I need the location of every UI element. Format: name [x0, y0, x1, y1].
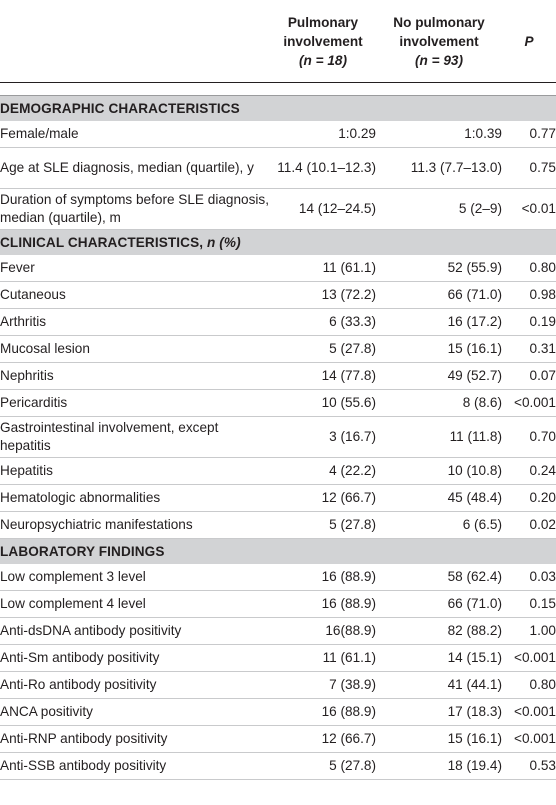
header-characteristic — [0, 0, 270, 83]
row-label: Cutaneous — [0, 282, 270, 309]
table-row — [0, 699, 556, 726]
no-pulmonary-value: 11.3 (7.7–13.0) — [376, 148, 502, 189]
pulmonary-value: 5 (27.8) — [270, 512, 376, 539]
row-label: Fever — [0, 255, 270, 282]
row-label: ANCA positivity — [0, 699, 270, 726]
section-title — [0, 230, 556, 256]
p-value: 0.53 — [502, 753, 556, 780]
no-pulmonary-value: 17 (18.3) — [376, 699, 502, 726]
section-title-suffix: n (%) — [207, 235, 241, 250]
no-pulmonary-value: 15 (16.1) — [376, 336, 502, 363]
header-p-value: P — [502, 0, 556, 83]
table-row — [0, 282, 556, 309]
row-label: Nephritis — [0, 363, 270, 390]
row-label: Anti-Sm antibody positivity — [0, 645, 270, 672]
p-value: 0.20 — [502, 485, 556, 512]
p-value: 0.70 — [502, 417, 556, 458]
header-no-pulmonary-line2: involvement — [399, 33, 479, 49]
pulmonary-value: 16(88.9) — [270, 618, 376, 645]
p-value: 1.00 — [502, 618, 556, 645]
table-row — [0, 336, 556, 363]
pulmonary-value: 10 (55.6) — [270, 390, 376, 417]
row-label: Low complement 3 level — [0, 564, 270, 591]
table-row — [0, 618, 556, 645]
pulmonary-value: 16 (88.9) — [270, 591, 376, 618]
table-row — [0, 591, 556, 618]
header-no-pulmonary-n: (n = 93) — [415, 52, 463, 68]
no-pulmonary-value: 6 (6.5) — [376, 512, 502, 539]
table-row — [0, 148, 556, 189]
section-title-text: LABORATORY FINDINGS — [0, 544, 165, 559]
p-value: 0.98 — [502, 282, 556, 309]
p-value: 0.24 — [502, 458, 556, 485]
no-pulmonary-value: 52 (55.9) — [376, 255, 502, 282]
pulmonary-value: 14 (12–24.5) — [270, 189, 376, 230]
no-pulmonary-value: 15 (16.1) — [376, 726, 502, 753]
pulmonary-value: 4 (22.2) — [270, 458, 376, 485]
row-label: Duration of symptoms before SLE diagnosis, median (quartile), m — [0, 189, 270, 230]
pulmonary-value: 14 (77.8) — [270, 363, 376, 390]
p-value: 0.80 — [502, 672, 556, 699]
section-header-row — [0, 230, 556, 256]
no-pulmonary-value: 82 (88.2) — [376, 618, 502, 645]
table-row — [0, 255, 556, 282]
p-value: 0.75 — [502, 148, 556, 189]
row-label: Anti-RNP antibody positivity — [0, 726, 270, 753]
row-label: Gastrointestinal involvement, except hepatitis — [0, 417, 270, 458]
row-label: Neuropsychiatric manifestations — [0, 512, 270, 539]
section-title-text: CLINICAL CHARACTERISTICS, — [0, 235, 208, 250]
pulmonary-value: 6 (33.3) — [270, 309, 376, 336]
table-row — [0, 726, 556, 753]
p-value: 0.77 — [502, 121, 556, 148]
row-label: Anti-dsDNA antibody positivity — [0, 618, 270, 645]
table-row — [0, 485, 556, 512]
pulmonary-value: 3 (16.7) — [270, 417, 376, 458]
no-pulmonary-value: 45 (48.4) — [376, 485, 502, 512]
row-label: Female/male — [0, 121, 270, 148]
header-no-pulmonary-line1: No pulmonary — [393, 14, 485, 30]
header-pulmonary-line1: Pulmonary — [287, 14, 359, 30]
pulmonary-value: 16 (88.9) — [270, 699, 376, 726]
pulmonary-value: 11 (61.1) — [270, 255, 376, 282]
pulmonary-value: 16 (88.9) — [270, 564, 376, 591]
row-label: Low complement 4 level — [0, 591, 270, 618]
no-pulmonary-value: 41 (44.1) — [376, 672, 502, 699]
no-pulmonary-value: 18 (19.4) — [376, 753, 502, 780]
p-value: 0.80 — [502, 255, 556, 282]
section-header-row — [0, 96, 556, 122]
p-value: <0.001 — [502, 699, 556, 726]
header-pulmonary-involvement — [270, 0, 376, 83]
header-no-pulmonary-involvement — [376, 0, 502, 83]
section-title-text: DEMOGRAPHIC CHARACTERISTICS — [0, 101, 240, 116]
section-title — [0, 539, 556, 565]
pulmonary-value: 12 (66.7) — [270, 485, 376, 512]
table-row — [0, 753, 556, 780]
no-pulmonary-value: 14 (15.1) — [376, 645, 502, 672]
table-row — [0, 363, 556, 390]
pulmonary-value: 5 (27.8) — [270, 753, 376, 780]
table-body — [0, 83, 556, 780]
table-row — [0, 458, 556, 485]
p-value: <0.01 — [502, 189, 556, 230]
no-pulmonary-value: 11 (11.8) — [376, 417, 502, 458]
p-value: 0.19 — [502, 309, 556, 336]
pulmonary-value: 5 (27.8) — [270, 336, 376, 363]
p-value: 0.15 — [502, 591, 556, 618]
table-row — [0, 512, 556, 539]
no-pulmonary-value: 16 (17.2) — [376, 309, 502, 336]
section-title — [0, 96, 556, 122]
no-pulmonary-value: 10 (10.8) — [376, 458, 502, 485]
p-value: 0.02 — [502, 512, 556, 539]
table-row — [0, 417, 556, 458]
p-value: <0.001 — [502, 390, 556, 417]
pulmonary-value: 1:0.29 — [270, 121, 376, 148]
row-label: Pericarditis — [0, 390, 270, 417]
section-header-row — [0, 539, 556, 565]
p-value: 0.31 — [502, 336, 556, 363]
row-label: Age at SLE diagnosis, median (quartile), y — [0, 148, 270, 189]
table-header-row — [0, 0, 556, 83]
table-row — [0, 564, 556, 591]
no-pulmonary-value: 66 (71.0) — [376, 591, 502, 618]
pulmonary-value: 7 (38.9) — [270, 672, 376, 699]
table-row — [0, 672, 556, 699]
no-pulmonary-value: 49 (52.7) — [376, 363, 502, 390]
table-row — [0, 121, 556, 148]
no-pulmonary-value: 1:0.39 — [376, 121, 502, 148]
row-label: Anti-Ro antibody positivity — [0, 672, 270, 699]
table-row — [0, 645, 556, 672]
no-pulmonary-value: 8 (8.6) — [376, 390, 502, 417]
p-value: <0.001 — [502, 726, 556, 753]
header-pulmonary-n: (n = 18) — [299, 52, 347, 68]
p-value: 0.03 — [502, 564, 556, 591]
row-label: Mucosal lesion — [0, 336, 270, 363]
row-label: Arthritis — [0, 309, 270, 336]
table-row — [0, 390, 556, 417]
pulmonary-value: 11 (61.1) — [270, 645, 376, 672]
row-label: Hepatitis — [0, 458, 270, 485]
pulmonary-value: 12 (66.7) — [270, 726, 376, 753]
no-pulmonary-value: 58 (62.4) — [376, 564, 502, 591]
row-label: Hematologic abnormalities — [0, 485, 270, 512]
table-row — [0, 309, 556, 336]
p-value: 0.07 — [502, 363, 556, 390]
no-pulmonary-value: 5 (2–9) — [376, 189, 502, 230]
table-row — [0, 189, 556, 230]
row-label: Anti-SSB antibody positivity — [0, 753, 270, 780]
pulmonary-value: 13 (72.2) — [270, 282, 376, 309]
pulmonary-value: 11.4 (10.1–12.3) — [270, 148, 376, 189]
p-value: <0.001 — [502, 645, 556, 672]
header-spacer — [0, 83, 556, 96]
no-pulmonary-value: 66 (71.0) — [376, 282, 502, 309]
header-pulmonary-line2: involvement — [283, 33, 363, 49]
